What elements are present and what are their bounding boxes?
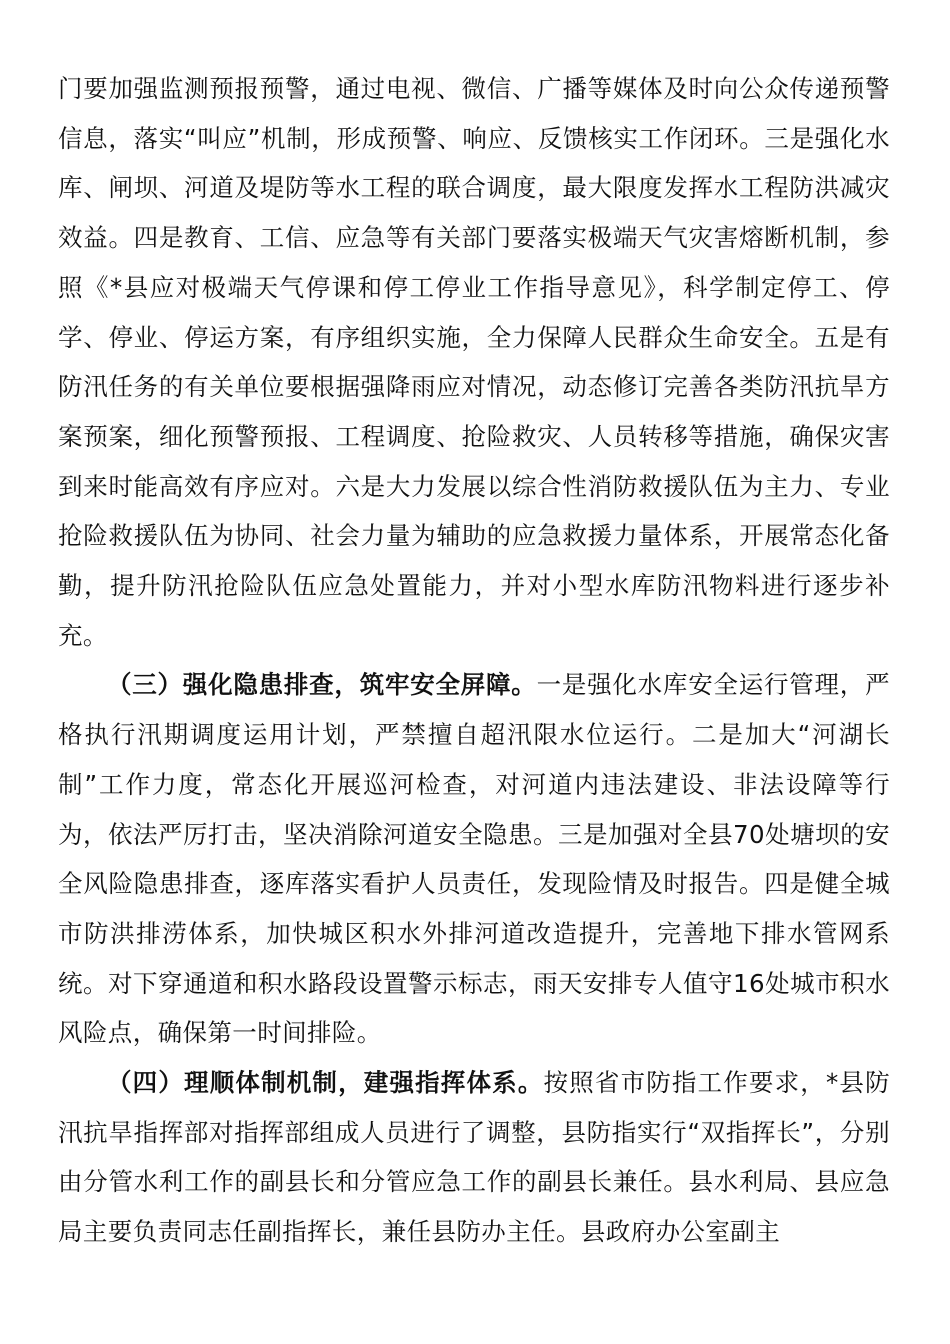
section-4-heading: （四）理顺体制机制，建强指挥体系。 [107, 1068, 544, 1098]
section-3-body: 一是强化水库安全运行管理，严格执行汛期调度运用计划，严禁擅自超汛限水位运行。二是加大“河湖长制”工作力度，常态化开展巡河检查，对河道内违法建设、非法设障等行为，依法严厉打击，坚决消除河道安全隐患。三是加强对全县70处塘坝的安全风险隐患排查，逐库落实看护人员责任，发现险情及时报告。四是健全城市防洪排涝体系，加快城区积水外排河道改造提升，完善地下排水管网系统。对下穿通道和积水路段设置警示标志，雨天安排专人值守16处城市积水风险点，确保第一时间排险。 [58, 670, 890, 1048]
section-4-body: 按照省市防指工作要求，*县防汛抗旱指挥部对指挥部组成人员进行了调整，县防指实行“双指挥长”，分别由分管水利工作的副县长和分管应急工作的副县长兼任。县水利局、县应急局主要负责同志任副指挥长，兼任县防办主任。县政府办公室副主 [58, 1068, 890, 1247]
paragraph-continuation: 门要加强监测预报预警，通过电视、微信、广播等媒体及时向公众传递预警信息，落实“叫应”机制，形成预警、响应、反馈核实工作闭环。三是强化水库、闸坝、河道及堤防等水工程的联合调度，最大限度发挥水工程防洪减灾效益。四是教育、工信、应急等有关部门要落实极端天气灾害熔断机制，参照《*县应对极端天气停课和停工停业工作指导意见》，科学制定停工、停学、停业、停运方案，有序组织实施，全力保障人民群众生命安全。五是有防汛任务的有关单位要根据强降雨应对情况，动态修订完善各类防汛抗旱方案预案，细化预警预报、工程调度、抢险救灾、人员转移等措施，确保灾害到来时能高效有序应对。六是大力发展以综合性消防救援队伍为主力、专业抢险救援队伍为协同、社会力量为辅助的应急救援力量体系，开展常态化备勤，提升防汛抢险队伍应急处置能力，并对小型水库防汛物料进行逐步补充。 [58, 74, 890, 650]
section-3-heading: （三）强化隐患排查，筑牢安全屏障。 [107, 670, 537, 700]
document-page [58, 64, 890, 1257]
section-4-paragraph [58, 1058, 890, 1257]
section-3-paragraph [58, 660, 890, 1058]
